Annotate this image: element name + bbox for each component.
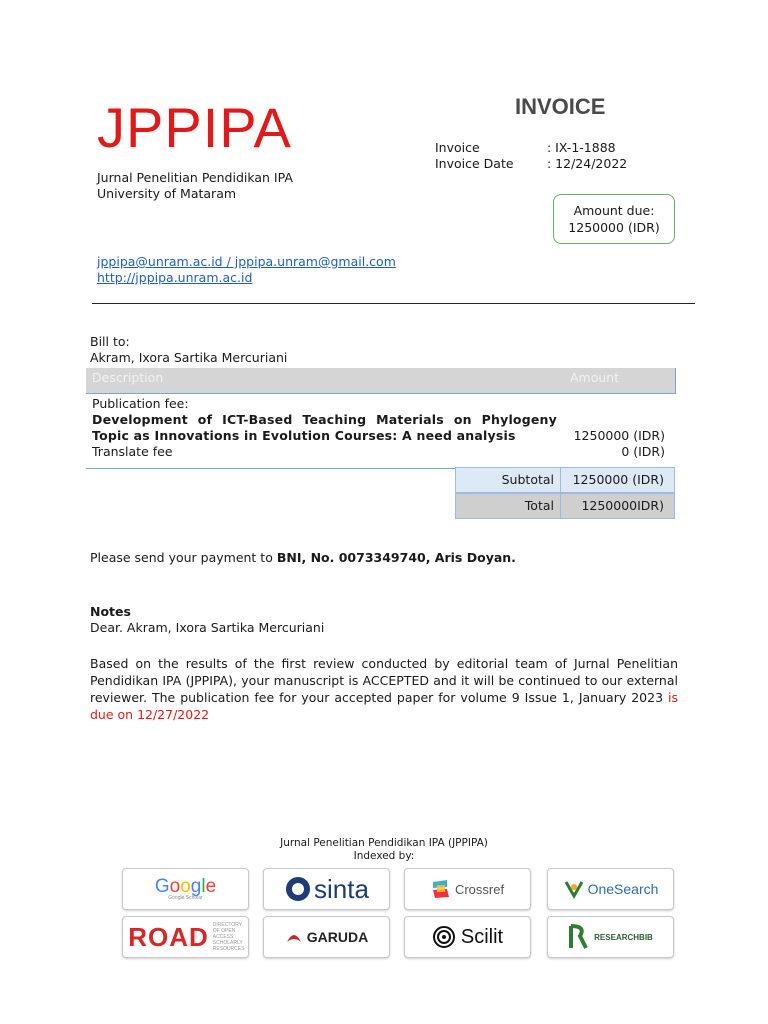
google-scholar-subtext: Google Scholar — [168, 895, 203, 901]
indexed-by-label: Indexed by: — [353, 850, 415, 862]
table-header — [86, 368, 676, 394]
totals-table — [455, 467, 675, 519]
journal-name-footer: Jurnal Penelitian Pendidikan IPA (JPPIPA) — [280, 837, 488, 849]
brand-logo-text: JPPIPA — [97, 96, 292, 159]
contact-links — [97, 254, 396, 286]
organization-block — [97, 170, 293, 202]
subtotal-row — [455, 467, 675, 493]
total-value: 1250000IDR) — [561, 493, 675, 519]
invoice-number-label: Invoice — [435, 140, 480, 155]
header-divider — [92, 303, 695, 304]
google-scholar-logo[interactable]: Google Google Scholar — [122, 868, 249, 910]
onesearch-icon — [563, 878, 585, 900]
notes-body-text: Based on the results of the first review conducted by editorial team of Jurnal Penelitian Pendidikan IPA (JPPIPA), your manuscript is ACCEPTED and it will be continued to our external reviewer. The publication fee for your accepted paper for volume 9 Issue 1, January 2023 — [90, 656, 678, 705]
road-logo[interactable]: ROAD DIRECTORY OF OPEN ACCESS SCHOLARLY RESOURCES — [122, 916, 249, 958]
bank-account: BNI, No. 0073349740, Aris Doyan. — [276, 550, 516, 565]
column-amount: Amount — [570, 370, 620, 385]
invoice-date: : 12/24/2022 — [547, 156, 628, 171]
amount-due-label: Amount due: — [573, 203, 655, 218]
sinta-icon — [284, 875, 312, 903]
garuda-icon — [285, 928, 303, 946]
indexed-footer — [0, 837, 768, 863]
payment-instructions — [90, 550, 516, 565]
column-description: Description — [92, 370, 164, 385]
payment-text: Please send your payment to — [90, 550, 277, 565]
garuda-text: GARUDA — [306, 929, 369, 945]
sinta-logo[interactable] — [263, 868, 390, 910]
amount-due-value: 1250000 (IDR) — [568, 220, 660, 235]
onesearch-text: OneSearch — [587, 881, 659, 897]
due-date-text: is due on 12/27/2022 — [90, 690, 678, 722]
crossref-text: Crossref — [454, 881, 505, 897]
notes-greeting: Dear. Akram, Ixora Sartika Mercuriani — [90, 620, 325, 635]
email-link[interactable]: jppipa@unram.ac.id / jppipa.unram@gmail.com — [97, 254, 396, 269]
subtotal-value: 1250000 (IDR) — [561, 467, 675, 493]
crossref-logo[interactable] — [404, 868, 531, 910]
garuda-logo[interactable] — [263, 916, 390, 958]
bill-to-block — [90, 334, 287, 366]
researchbib-icon — [568, 924, 590, 950]
item1-title: Development of ICT-Based Teaching Materials on Phylogeny Topic as Innovations in Evolution Courses: A need analysis — [92, 412, 557, 443]
scilit-icon — [432, 925, 456, 949]
researchbib-logo[interactable] — [547, 916, 674, 958]
website-link[interactable]: http://jppipa.unram.ac.id — [97, 270, 253, 285]
total-label: Total — [455, 493, 561, 519]
org-university: University of Mataram — [97, 186, 237, 201]
invoice-meta — [435, 140, 627, 172]
road-text: ROAD — [128, 921, 209, 952]
subtotal-label: Subtotal — [455, 467, 561, 493]
org-name: Jurnal Penelitian Pendidikan IPA — [97, 170, 293, 185]
bill-to-name: Akram, Ixora Sartika Mercuriani — [90, 350, 288, 365]
invoice-number: : IX-1-1888 — [547, 140, 616, 155]
notes-block — [90, 604, 324, 636]
line-items — [92, 396, 675, 460]
scilit-logo[interactable] — [404, 916, 531, 958]
item2-label: Translate fee — [92, 444, 173, 459]
invoice-date-label: Invoice Date — [435, 156, 514, 171]
bill-to-label: Bill to: — [90, 334, 130, 349]
invoice-title: INVOICE — [515, 94, 606, 119]
item1-row — [92, 412, 675, 444]
crossref-icon — [431, 879, 451, 899]
item2-row — [92, 444, 675, 460]
item2-amount: 0 (IDR) — [621, 444, 665, 459]
notes-body — [90, 655, 678, 723]
item1-amount: 1250000 (IDR) — [573, 428, 665, 443]
item1-label: Publication fee: — [92, 396, 189, 411]
total-row — [455, 493, 675, 519]
researchbib-text: RESEARCHBIB — [594, 932, 653, 942]
amount-due-box — [553, 194, 675, 244]
onesearch-logo[interactable] — [547, 868, 674, 910]
notes-heading: Notes — [90, 604, 131, 619]
sinta-text: sinta — [314, 873, 369, 904]
scilit-text: Scilit — [460, 925, 504, 948]
